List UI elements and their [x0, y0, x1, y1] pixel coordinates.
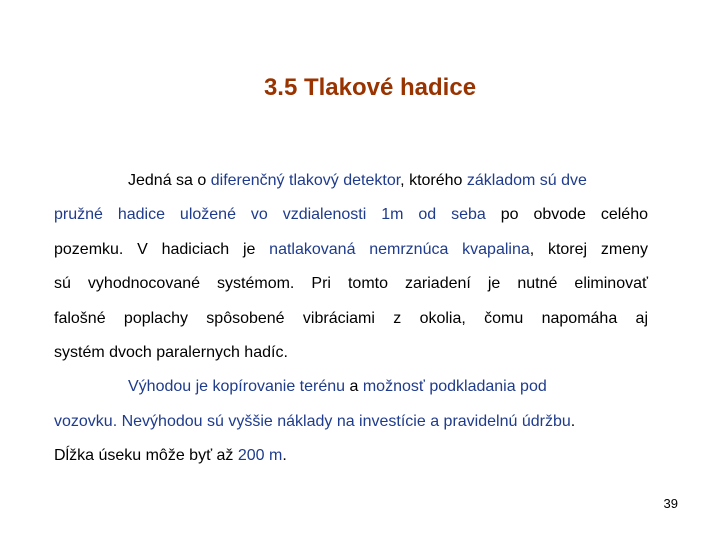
text-run: pozemku. V hadiciach je [54, 240, 270, 258]
highlighted-term: natlakovaná nemrznúca kvapalina [269, 240, 530, 258]
highlighted-term: diferenčný tlakový detektor [210, 172, 401, 189]
highlighted-term: 200 m [237, 447, 283, 465]
highlighted-term: Výhodou je kopírovanie terénu [128, 378, 346, 396]
text-run: , ktorej zmeny [529, 240, 648, 258]
highlighted-term: pružné hadice uložené vo vzdialenosti 1m od seba [54, 206, 486, 224]
text-run: . [282, 447, 287, 465]
text-line: falošné poplachy spôsobené vibráciami z okolia, čomu napomáha aj [54, 309, 648, 327]
text-line [54, 405, 648, 439]
slide-title: 3.5 Tlakové hadice [263, 74, 477, 101]
text-run: , ktorého [400, 172, 467, 189]
text-run: Dĺžka úseku môže byť až [54, 447, 238, 465]
highlighted-term: vozovku. Nevýhodou sú vyššie náklady na investície a pravidelnú údržbu [54, 412, 571, 430]
text-line [54, 370, 648, 404]
text-run: . [570, 412, 576, 430]
page-number: 39 [663, 496, 678, 511]
highlighted-term: základom sú dve [466, 172, 587, 189]
text-line [54, 198, 648, 232]
highlighted-term: možnosť podkladania pod [362, 378, 547, 396]
text-line: systém dvoch paralernych hadíc. [54, 343, 288, 361]
text-line [54, 439, 648, 473]
slide-body [54, 164, 648, 474]
text-line: sú vyhodnocované systémom. Pri tomto zariadení je nutné eliminovať [54, 275, 648, 293]
text-line [54, 233, 648, 267]
text-run: a [345, 378, 363, 396]
text-run: Jedná sa o [128, 172, 211, 189]
text-run: po obvode celého [485, 206, 648, 224]
text-line [54, 164, 648, 198]
